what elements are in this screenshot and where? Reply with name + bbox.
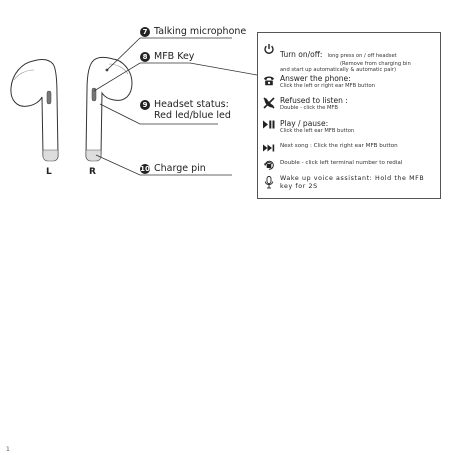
mfb-key-callout xyxy=(140,51,194,62)
instruction-sub: and start up automatically & automatic pair) xyxy=(280,67,397,74)
left-earbud xyxy=(11,59,58,161)
right-earbud xyxy=(86,57,132,161)
right-ear-label: R xyxy=(89,167,96,177)
instruction-power xyxy=(258,42,440,74)
headset-status-leds: Red led/blue led xyxy=(154,110,231,121)
instructions-box xyxy=(257,32,441,199)
charge-pin-callout xyxy=(140,163,206,174)
callout-number: 10 xyxy=(140,164,150,173)
left-ear-label: L xyxy=(46,167,52,177)
instruction-title: Answer the phone: xyxy=(280,74,351,83)
instruction-answer xyxy=(258,74,440,89)
instruction-sub: Click the left or right ear MFB button xyxy=(280,83,375,89)
phone-icon xyxy=(258,74,280,86)
instruction-play-pause xyxy=(258,119,440,134)
instruction-sub: Click the left ear MFB button xyxy=(280,128,355,134)
play-pause-icon xyxy=(258,119,280,129)
headset-status-label: Headset status: xyxy=(154,99,229,110)
instruction-next-song xyxy=(258,143,440,152)
power-icon xyxy=(258,42,280,55)
callout-number: 8 xyxy=(140,52,150,62)
instruction-title: key for 2S xyxy=(280,183,318,190)
instruction-title: Wake up voice assistant: Hold the MFB xyxy=(280,175,425,182)
mfb-key-label: MFB Key xyxy=(154,51,195,62)
instruction-title: Turn on/off: xyxy=(280,50,323,59)
instruction-inline: long press on / off headset xyxy=(327,53,397,59)
instruction-title: Next song : Click the right ear MFB button xyxy=(280,143,398,149)
instruction-sub: Double - click the MFB xyxy=(280,105,338,111)
instruction-voice-assistant xyxy=(258,175,440,191)
instruction-title: Play / pause: xyxy=(280,119,329,128)
talking-mic-label: Talking microphone xyxy=(154,26,247,37)
instruction-sub: (Remove from charging bin xyxy=(340,61,411,67)
microphone-icon xyxy=(258,175,280,189)
page-mark: 1 xyxy=(6,446,10,453)
headset-status-callout xyxy=(140,99,231,121)
redial-icon xyxy=(258,158,280,171)
talking-mic-callout xyxy=(140,26,246,37)
instruction-title: Refused to listen : xyxy=(280,96,348,105)
instruction-refuse xyxy=(258,96,440,111)
instruction-redial xyxy=(258,158,440,171)
reject-call-icon xyxy=(258,96,280,109)
mfb-box-connector xyxy=(190,63,257,75)
instruction-title: Double - click left terminal number to redial xyxy=(280,160,403,166)
charge-pin-label: Charge pin xyxy=(154,163,206,174)
next-track-icon xyxy=(258,143,280,152)
callout-number: 7 xyxy=(140,27,150,37)
callout-number: 9 xyxy=(140,100,150,110)
left-mfb-key xyxy=(47,91,51,104)
